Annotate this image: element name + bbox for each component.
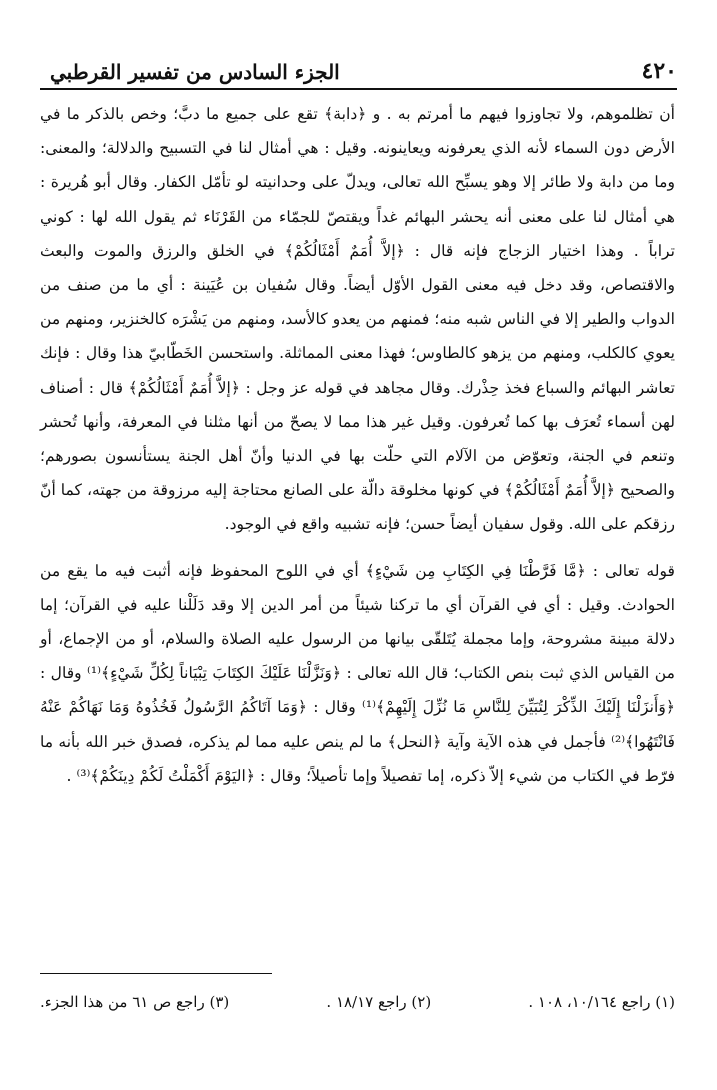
header-rule: [40, 88, 677, 90]
footnote-3: (٣) راجع ص ٦١ من هذا الجزء.: [40, 993, 230, 1011]
paragraph-2: قوله تعالى : ﴿مَّا فَرَّطْنَا فِي الكِتَابِ مِن شَيْءٍ﴾ أي في اللوح المحفوظ فإنه أثبت فيه ما يقع من الحوادث. وقيل : أي في القرآن أي ما تركنا شيئاً من أمر الدين إلا وقد دَلَلْنا عليه في القرآن؛ إما دلالة مبينة مشروحة، وإما مجملة يُتَلقّى بيانها من الرسول عليه الصلاة والسلام، أو من الإجماع، أو من القياس الذي ثبت بنص الكتاب؛ قال الله تعالى : ﴿وَنَزَّلْنَا عَلَيْكَ الكِتَابَ تِبْيَاناً لِكُلِّ شَيْءٍ﴾⁽¹⁾ وقال : ﴿وَأَنزَلْنَا إِلَيْكَ الذِّكْرَ لِتُبَيِّنَ لِلنَّاسِ مَا نُزِّلَ إِلَيْهِمْ﴾⁽¹⁾ وقال : ﴿وَمَا آتَاكُمُ الرَّسُولُ فَخُذُوهُ وَمَا نَهَاكُمْ عَنْهُ فَانْتَهُوا﴾⁽²⁾ فأجمل في هذه الآية وآية ﴿النحل﴾ ما لم ينص عليه مما لم يذكره، فصدق خبر الله بأنه ما فرّط في الكتاب من شيء إلاّ ذكره، إما تفصيلاً وإما تأصيلاً؛ وقال : ﴿اليَوْمَ أَكْمَلْتُ لَكُمْ دِينَكُمْ﴾⁽³⁾ .: [40, 561, 675, 785]
footnote-1: (١) راجع ١٠/١٦٤، ١٠٨ .: [528, 993, 675, 1011]
footnote-rule: [40, 973, 272, 974]
page-header: [40, 40, 677, 88]
footnotes: [40, 990, 675, 1014]
page-number: ٤٢٠: [641, 58, 677, 84]
main-text: [40, 97, 675, 793]
running-title: الجزء السادس من تفسير القرطبي: [50, 60, 340, 84]
paragraph-1: أن تظلموهم، ولا تجاوزوا فيهم ما أمرتم به . و ﴿دابة﴾ تقع على جميع ما دبَّ؛ وخص بالذكر ما في الأرض دون السماء لأنه الذي يعرفونه ويعاينونه. وقيل : هي أمثال لنا في التسبيح والدلالة؛ والمعنى: وما من دابة ولا طائر إلا وهو يسبِّح الله تعالى، ويدلّ على وحدانيته لو تأمّل الكفار. وقال أبو هُريرة : هي أمثال لنا على معنى أنه يحشر البهائم غداً ويقتصّ للجمّاء من القَرْنَاء ثم يقول الله لها : كوني تراباً . وهذا اختيار الزجاج فإنه قال : ﴿إلاَّ أُمَمٌ أَمْثَالُكُمْ﴾ في الخلق والرزق والموت والبعث والاقتصاص، وقد دخل فيه معنى القول الأوّل أيضاً. وقال سُفيان بن عُيَينة : أي ما من صنف من الدواب والطير إلا في الناس شبه منه؛ فمنهم من يعدو كالأسد، ومنهم من يَشْرَه كالخنزير، ومنهم من يعوي كالكلب، ومنهم من يزهو كالطاوس؛ فهذا معنى المماثلة. واستحسن الخَطّابيّ هذا وقال : فإنك تعاشر البهائم والسباع فخذ حِذْرك. وقال مجاهد في قوله عز وجل : ﴿إلاَّ أُمَمٌ أَمْثَالُكُمْ﴾ قال : أصناف لهن أسماء تُعرَف بها كما تُعرفون. وقيل غير هذا مما لا يصحّ من أنها مثلنا في المعرفة، وأنها تُحشر وتنعم في الجنة، وتعوّض من الآلام التي حلّت بها في الدنيا وأنّ أهل الجنة يستأنسون بصورهم؛ والصحيح ﴿إلاَّ أُمَمٌ أَمْثَالُكُمْ﴾ في كونها مخلوقة دالّة على الصانع محتاجة إليه مرزوقة من جهته، كما أنّ رزقكم على الله. وقول سفيان أيضاً حسن؛ فإنه تشبيه واقع في الوجود.: [40, 105, 675, 534]
footnote-2: (٢) راجع ١٨/١٧ .: [326, 993, 432, 1011]
